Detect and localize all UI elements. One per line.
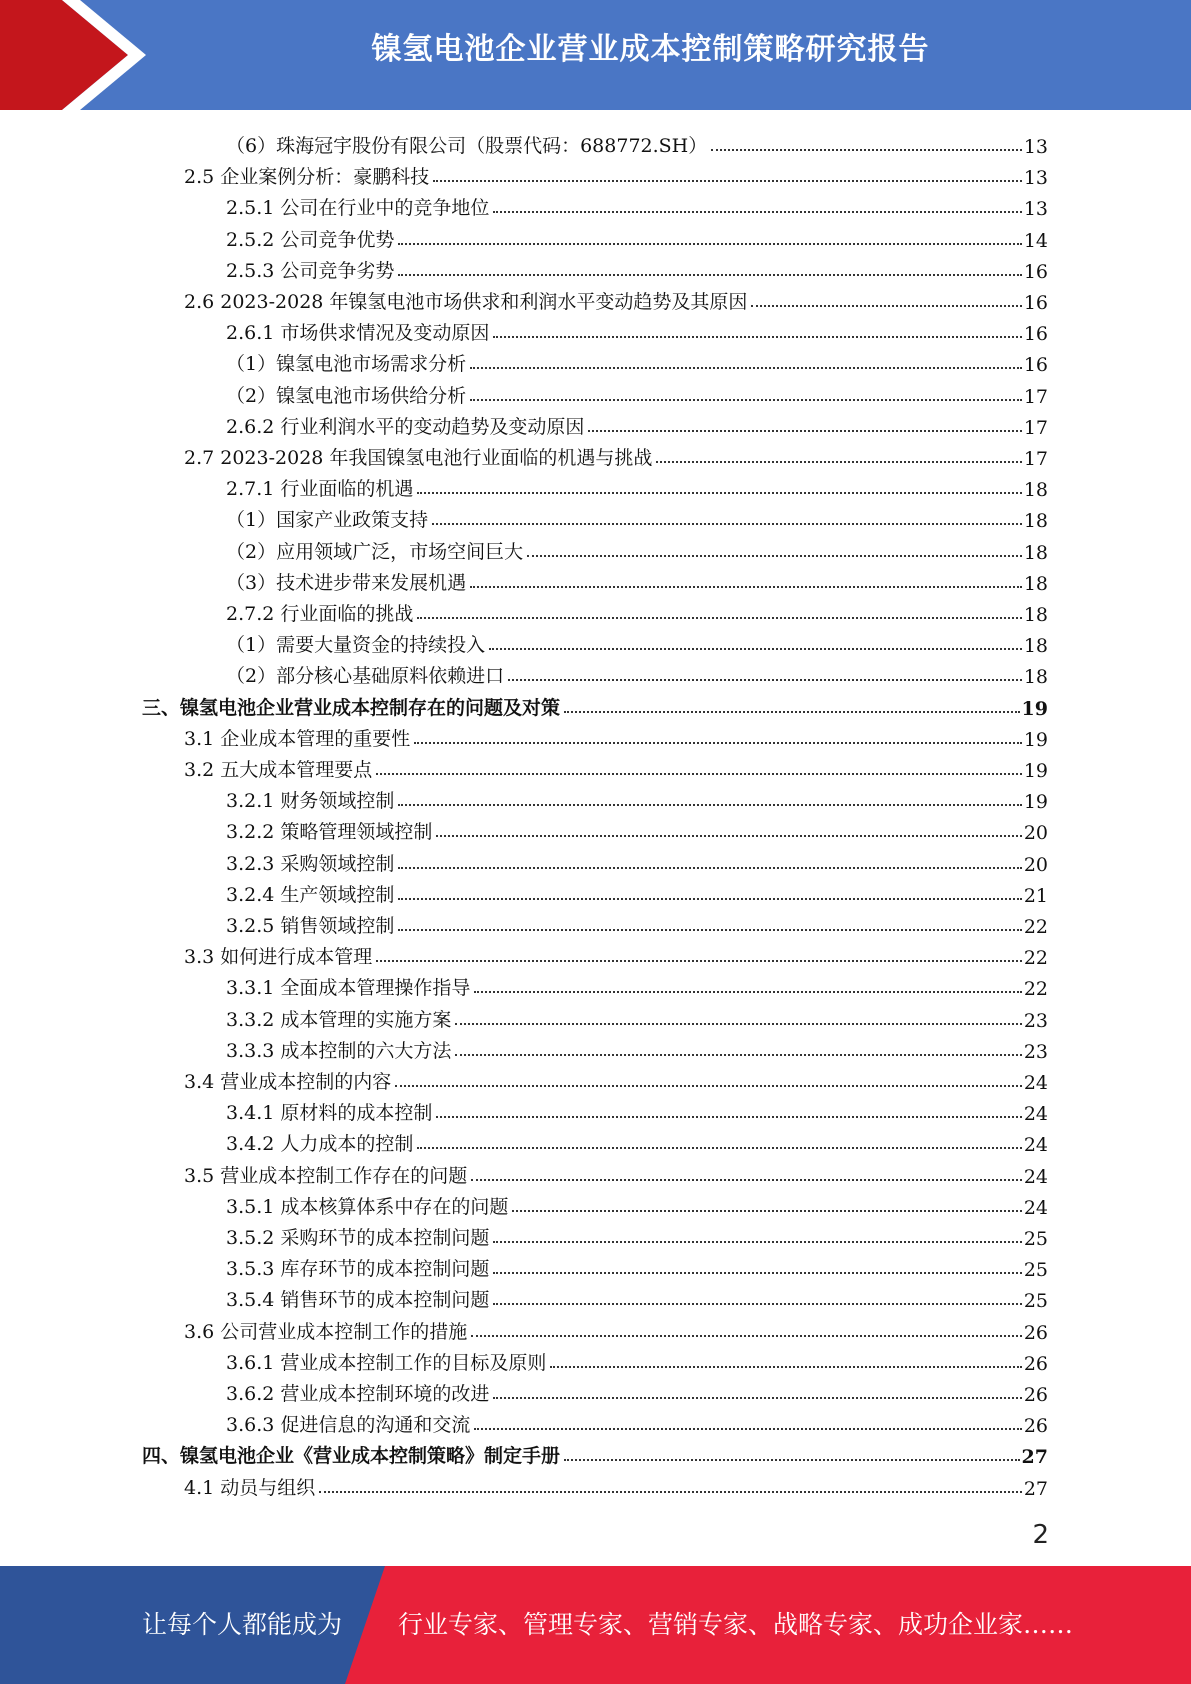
toc-entry[interactable] [184, 283, 1048, 314]
toc-leader-dots [376, 959, 1022, 962]
toc-leader-dots [417, 616, 1021, 619]
toc-entry-page: 21 [1023, 884, 1048, 907]
toc-entry-label: 3.5.3 库存环节的成本控制问题 [226, 1258, 490, 1281]
toc-entry-label: 2.6.1 市场供求情况及变动原因 [226, 322, 490, 345]
toc-entry-label: 2.7.1 行业面临的机遇 [226, 478, 414, 501]
toc-entry[interactable] [226, 408, 1048, 439]
toc-entry-label: （2）应用领域广泛，市场空间巨大 [226, 540, 524, 563]
toc-entry-page: 18 [1023, 635, 1048, 658]
toc-entry[interactable] [226, 876, 1048, 907]
toc-entry[interactable] [226, 1281, 1048, 1312]
toc-entry-page: 17 [1023, 416, 1048, 439]
toc-entry-label: 2.5 企业案例分析：豪鹏科技 [184, 166, 430, 189]
toc-entry-label: 四、镍氢电池企业《营业成本控制策略》制定手册 [142, 1445, 561, 1468]
toc-entry-page: 24 [1023, 1072, 1048, 1094]
toc-leader-dots [489, 647, 1022, 650]
toc-entry-page: 18 [1023, 572, 1048, 595]
toc-entry[interactable] [226, 813, 1048, 844]
toc-leader-dots [711, 148, 1022, 151]
toc-entry-page: 19 [1023, 791, 1048, 814]
toc-leader-dots [432, 522, 1022, 525]
toc-leader-dots [493, 335, 1021, 338]
toc-entry-label: 3.4 营业成本控制的内容 [184, 1071, 392, 1093]
toc-leader-dots [433, 179, 1022, 182]
toc-leader-dots [471, 1178, 1022, 1181]
toc-leader-dots [588, 429, 1021, 432]
toc-entry[interactable] [226, 1188, 1048, 1219]
toc-leader-dots [398, 803, 1021, 806]
toc-entry-page: 26 [1023, 1321, 1048, 1344]
toc-entry[interactable] [226, 377, 1048, 408]
toc-entry-label: （6）珠海冠宇股份有限公司（股票代码：688772.SH） [226, 135, 708, 157]
toc-leader-dots [436, 834, 1021, 837]
toc-entry-label: 3.6.2 营业成本控制环境的改进 [226, 1383, 490, 1405]
toc-entry-page: 18 [1023, 666, 1048, 689]
toc-entry-page: 25 [1023, 1228, 1048, 1250]
footer-slogan-left: 让每个人都能成为 [142, 1610, 343, 1639]
toc-entry-page: 14 [1023, 229, 1048, 252]
toc-leader-dots [474, 990, 1021, 993]
toc-leader-dots [564, 710, 1020, 713]
toc-entry[interactable] [226, 1001, 1048, 1032]
toc-entry-page: 17 [1023, 385, 1048, 408]
toc-entry[interactable] [184, 1469, 1048, 1500]
toc-entry-page: 13 [1023, 167, 1048, 190]
toc-leader-dots [527, 554, 1022, 557]
toc-leader-dots [493, 1271, 1021, 1274]
page-number: 2 [1032, 1520, 1049, 1550]
toc-leader-dots [512, 1209, 1021, 1212]
toc-entry-page: 17 [1023, 448, 1048, 470]
toc-entry-label: 2.5.2 公司竞争优势 [226, 228, 395, 251]
toc-entry[interactable] [184, 1313, 1048, 1344]
toc-leader-dots [436, 1115, 1021, 1118]
toc-entry-page: 18 [1023, 541, 1048, 564]
toc-entry-page: 19 [1023, 760, 1048, 782]
toc-entry-page: 16 [1023, 292, 1048, 314]
toc-entry[interactable] [142, 689, 1048, 720]
toc-entry[interactable] [226, 1125, 1048, 1156]
toc-entry-label: 3.2.1 财务领域控制 [226, 790, 395, 813]
toc-entry-label: 3.5 营业成本控制工作存在的问题 [184, 1164, 468, 1187]
toc-entry-label: 3.3.3 成本控制的六大方法 [226, 1039, 452, 1062]
toc-entry-page: 26 [1023, 1352, 1048, 1375]
toc-entry-label: 4.1 动员与组织 [184, 1476, 316, 1499]
toc-entry[interactable] [226, 907, 1048, 938]
toc-entry[interactable] [226, 1094, 1048, 1125]
toc-leader-dots [398, 273, 1021, 276]
toc-entry-label: 2.5.1 公司在行业中的竞争地位 [226, 197, 490, 220]
toc-entry-label: 3.3 如何进行成本管理 [184, 946, 373, 969]
toc-leader-dots [395, 1084, 1022, 1087]
toc-entry[interactable] [226, 626, 1048, 657]
toc-entry[interactable] [184, 751, 1048, 782]
toc-entry-label: 3.6 公司营业成本控制工作的措施 [184, 1320, 468, 1343]
toc-entry[interactable] [184, 720, 1048, 751]
toc-entry-page: 20 [1023, 853, 1048, 876]
toc-entry-page: 18 [1023, 510, 1048, 533]
toc-entry[interactable] [226, 969, 1048, 1000]
toc-entry[interactable] [184, 439, 1048, 470]
toc-entry-label: 3.5.1 成本核算体系中存在的问题 [226, 1195, 509, 1218]
toc-entry-page: 24 [1023, 1196, 1048, 1219]
toc-entry[interactable] [226, 1250, 1048, 1281]
toc-leader-dots [564, 1458, 1020, 1461]
toc-leader-dots [455, 1053, 1021, 1056]
toc-entry-page: 27 [1023, 1477, 1048, 1500]
toc-entry[interactable] [184, 1157, 1048, 1188]
toc-entry-label: 3.2.4 生产领域控制 [226, 883, 395, 906]
toc-leader-dots [508, 678, 1022, 681]
toc-leader-dots [493, 1302, 1021, 1305]
toc-leader-dots [493, 1396, 1021, 1399]
toc-entry[interactable] [226, 1219, 1048, 1250]
page-header [0, 0, 1191, 110]
toc-entry-label: 3.6.3 促进信息的沟通和交流 [226, 1414, 471, 1437]
toc-entry[interactable] [226, 533, 1048, 564]
toc-entry-label: （1）镍氢电池市场需求分析 [226, 353, 467, 376]
toc-entry[interactable] [226, 595, 1048, 626]
toc-entry-label: 2.5.3 公司竞争劣势 [226, 259, 395, 282]
toc-entry-label: 3.2.3 采购领域控制 [226, 852, 395, 875]
toc-entry-label: 3.3.2 成本管理的实施方案 [226, 1008, 452, 1031]
toc-entry-page: 18 [1023, 479, 1048, 502]
toc-entry-page: 24 [1023, 1103, 1048, 1126]
toc-entry[interactable] [184, 1063, 1048, 1094]
toc-entry-page: 16 [1023, 260, 1048, 283]
toc-entry-label: 2.7.2 行业面临的挑战 [226, 603, 414, 625]
toc-entry[interactable] [226, 501, 1048, 532]
toc-leader-dots [470, 585, 1022, 588]
toc-entry-label: （2）镍氢电池市场供给分析 [226, 384, 467, 407]
toc-entry[interactable] [226, 564, 1048, 595]
toc-entry-label: 3.4.2 人力成本的控制 [226, 1133, 414, 1156]
toc-entry-page: 23 [1023, 1040, 1048, 1063]
toc-entry-page: 22 [1023, 916, 1048, 938]
toc-entry[interactable] [226, 470, 1048, 501]
toc-entry-label: 3.3.1 全面成本管理操作指导 [226, 977, 471, 1000]
toc-leader-dots [417, 1146, 1021, 1149]
toc-entry-page: 27 [1021, 1446, 1048, 1469]
toc-leader-dots [656, 460, 1021, 463]
toc-entry-page: 20 [1023, 822, 1048, 845]
toc-entry[interactable] [226, 1032, 1048, 1063]
toc-entry-label: 2.7 2023-2028 年我国镍氢电池行业面临的机遇与挑战 [184, 447, 653, 469]
toc-leader-dots [470, 398, 1022, 401]
toc-entry-page: 24 [1023, 1134, 1048, 1157]
document-title: 镍氢电池企业营业成本控制策略研究报告 [371, 32, 930, 67]
toc-entry-page: 18 [1023, 604, 1048, 626]
toc-leader-dots [376, 772, 1022, 775]
toc-leader-dots [550, 1365, 1021, 1368]
toc-entry-label: 3.5.2 采购环节的成本控制问题 [226, 1227, 490, 1249]
toc-leader-dots [474, 1427, 1021, 1430]
toc-entry[interactable] [226, 657, 1048, 688]
toc-leader-dots [398, 928, 1021, 931]
toc-entry-page: 22 [1023, 947, 1048, 970]
toc-entry-label: 3.1 企业成本管理的重要性 [184, 727, 411, 750]
toc-entry-page: 19 [1021, 697, 1048, 720]
toc-entry-label: 3.6.1 营业成本控制工作的目标及原则 [226, 1351, 547, 1374]
toc-entry-label: 3.2.5 销售领域控制 [226, 915, 395, 937]
toc-entry[interactable] [226, 1375, 1048, 1406]
toc-leader-dots [319, 1490, 1022, 1493]
toc-leader-dots [417, 491, 1021, 494]
toc-entry-page: 16 [1023, 323, 1048, 346]
toc-leader-dots [398, 866, 1021, 869]
toc-entry-label: 2.6.2 行业利润水平的变动趋势及变动原因 [226, 415, 585, 438]
toc-entry-label: 3.5.4 销售环节的成本控制问题 [226, 1289, 490, 1312]
toc-entry[interactable] [226, 127, 1048, 158]
toc-entry-label: 3.2.2 策略管理领域控制 [226, 821, 433, 844]
footer-slogan-right: 行业专家、管理专家、营销专家、战略专家、成功企业家…… [398, 1610, 1074, 1639]
toc-entry[interactable] [226, 345, 1048, 376]
toc-entry-label: （3）技术进步带来发展机遇 [226, 571, 467, 594]
toc-leader-dots [398, 242, 1021, 245]
toc-leader-dots [414, 741, 1022, 744]
toc-entry[interactable] [226, 189, 1048, 220]
toc-entry-page: 13 [1023, 198, 1048, 221]
toc-entry[interactable] [226, 1406, 1048, 1437]
toc-entry-page: 25 [1023, 1290, 1048, 1313]
toc-leader-dots [471, 1334, 1022, 1337]
toc-leader-dots [398, 897, 1021, 900]
toc-leader-dots [470, 366, 1022, 369]
toc-entry-page: 19 [1023, 728, 1048, 751]
toc-entry[interactable] [226, 314, 1048, 345]
toc-entry[interactable] [226, 221, 1048, 252]
toc-entry-page: 26 [1023, 1415, 1048, 1438]
toc-entry-label: 2.6 2023-2028 年镍氢电池市场供求和利润水平变动趋势及其原因 [184, 291, 748, 313]
toc-entry-page: 16 [1023, 354, 1048, 377]
page-footer [0, 1566, 1191, 1684]
toc-entry-label: 3.2 五大成本管理要点 [184, 759, 373, 781]
toc-entry[interactable] [226, 252, 1048, 283]
toc-entry[interactable] [226, 1344, 1048, 1375]
toc-entry[interactable] [184, 158, 1048, 189]
toc-entry-label: 3.4.1 原材料的成本控制 [226, 1102, 433, 1125]
toc-entry-label: （1）国家产业政策支持 [226, 509, 429, 532]
toc-entry[interactable] [226, 845, 1048, 876]
toc-entry-page: 24 [1023, 1165, 1048, 1188]
toc-entry-page: 25 [1023, 1259, 1048, 1282]
toc-leader-dots [751, 304, 1021, 307]
toc-leader-dots [493, 210, 1021, 213]
toc-entry[interactable] [184, 938, 1048, 969]
toc-entry-label: 三、镍氢电池企业营业成本控制存在的问题及对策 [142, 696, 561, 719]
toc-entry-page: 13 [1023, 136, 1048, 158]
toc-entry-page: 26 [1023, 1384, 1048, 1406]
toc-entry[interactable] [142, 1437, 1048, 1468]
toc-leader-dots [455, 1022, 1021, 1025]
toc-leader-dots [493, 1240, 1021, 1243]
toc-entry-label: （1）需要大量资金的持续投入 [226, 634, 486, 657]
toc-entry-page: 23 [1023, 1009, 1048, 1032]
toc-entry-page: 22 [1023, 978, 1048, 1001]
toc-entry[interactable] [226, 782, 1048, 813]
toc-entry-label: （2）部分核心基础原料依赖进口 [226, 665, 505, 688]
